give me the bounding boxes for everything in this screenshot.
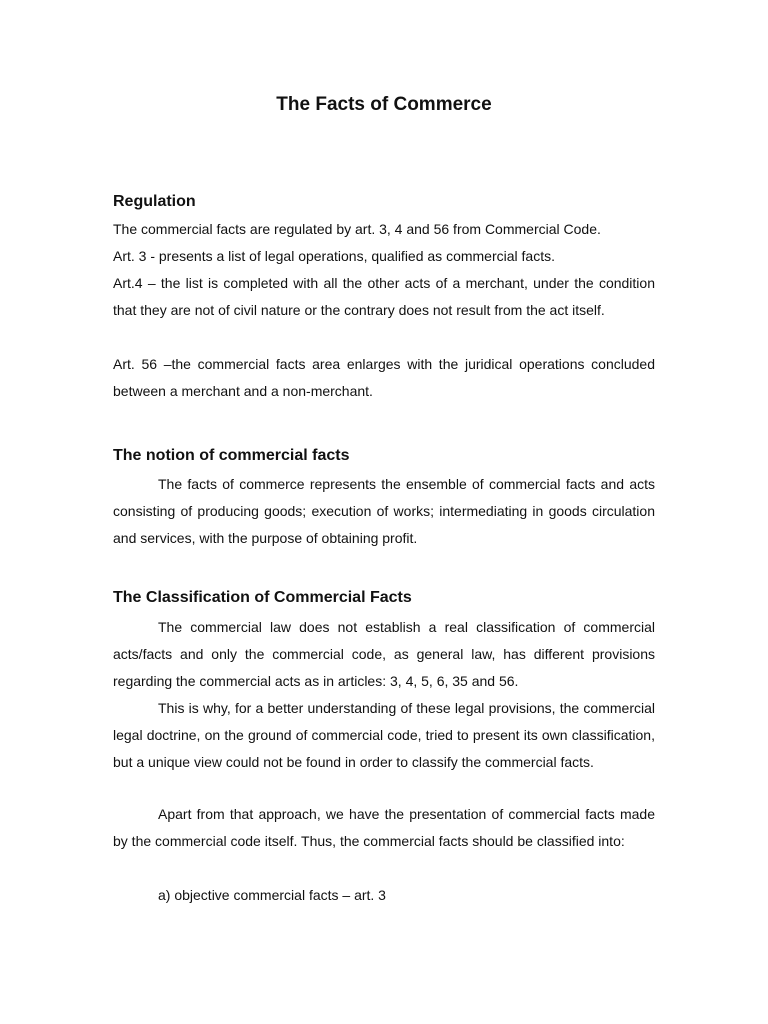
regulation-heading: Regulation	[113, 193, 196, 210]
classification-paragraph-1: The commercial law does not establish a real classification of commercial acts/facts and only the commercial code, as general law, has different provisions regarding the commercial acts as in articles: 3, 4, 5, 6, 35 and 56.	[113, 619, 655, 689]
regulation-paragraph-2: Art. 3 - presents a list of legal operations, qualified as commercial facts.	[113, 248, 555, 264]
notion-heading: The notion of commercial facts	[113, 447, 350, 464]
regulation-paragraph-3: Art.4 – the list is completed with all the other acts of a merchant, under the condition that they are not of civil nature or the contrary does not result from the act itself.	[113, 275, 655, 318]
classification-paragraph-2: This is why, for a better understanding of these legal provisions, the commercial legal doctrine, on the ground of commercial code, tried to present its own classification, but a unique view could not be found in order to classify the commercial facts.	[113, 700, 655, 770]
notion-paragraph-1: The facts of commerce represents the ensemble of commercial facts and acts consisting of producing goods; execution of works; intermediating in goods circulation and services, with the purpose of obtaining profit.	[113, 476, 655, 546]
document-title: The Facts of Commerce	[276, 94, 492, 115]
regulation-paragraph-4: Art. 56 –the commercial facts area enlarges with the juridical operations concluded between a merchant and a non-merchant.	[113, 356, 655, 399]
classification-list-item-a: a) objective commercial facts – art. 3	[158, 887, 386, 903]
document-page	[113, 0, 655, 1024]
regulation-paragraph-1: The commercial facts are regulated by art. 3, 4 and 56 from Commercial Code.	[113, 221, 601, 237]
classification-heading: The Classification of Commercial Facts	[113, 589, 412, 606]
classification-paragraph-3: Apart from that approach, we have the presentation of commercial facts made by the commercial code itself. Thus, the commercial facts should be classified into:	[113, 806, 655, 849]
